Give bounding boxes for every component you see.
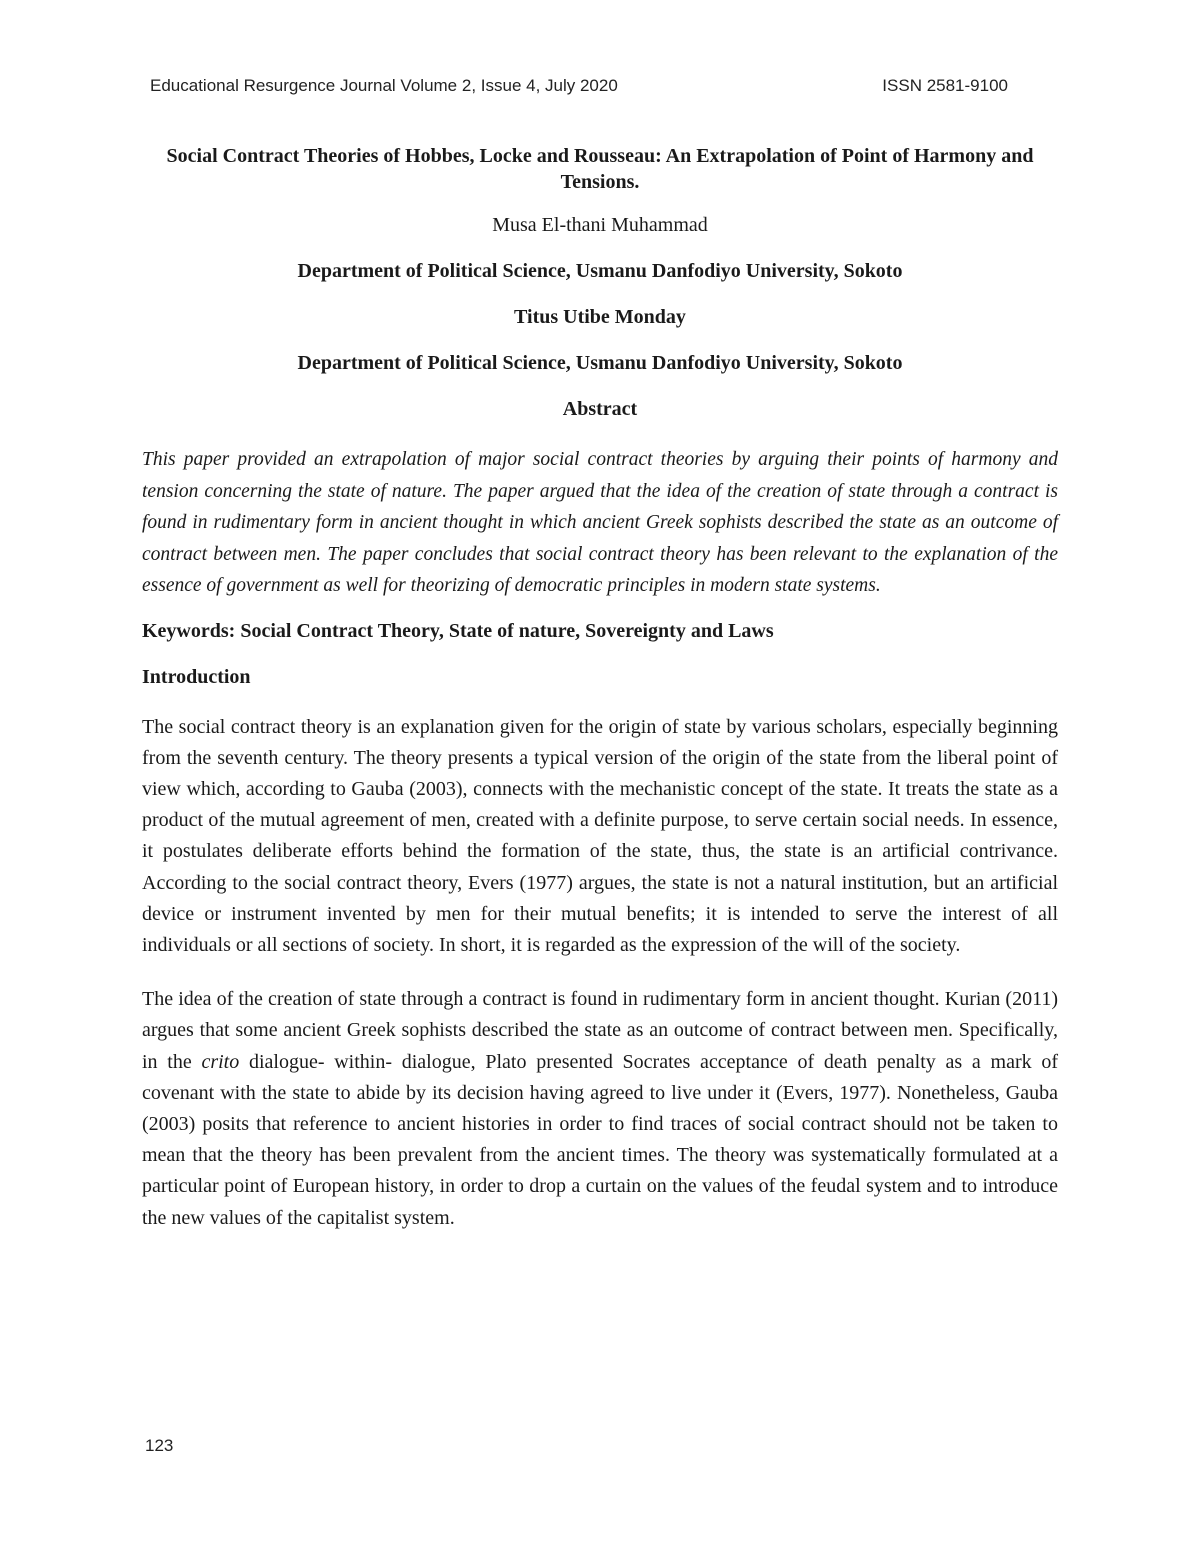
article-body [142,143,1058,1257]
keywords: Keywords: Social Contract Theory, State of nature, Sovereignty and Laws [142,619,774,642]
page-number: 123 [145,1436,174,1455]
running-header [150,76,1008,96]
issn-number: ISSN 2581-9100 [882,76,1008,95]
abstract-text: This paper provided an extrapolation of major social contract theories by arguing their points of harmony and tension concerning the state of nature. The paper argued that the idea of the creation of state through a contract is found in rudimentary form in ancient thought in which ancient Greek sophists described the state as an outcome of contract between men. The paper concludes that social contract theory has been relevant to the explanation of the essence of government as well for theorizing of democratic principles in modern state systems. [142,449,1058,596]
author-name-1: Musa El-thani Muhammad [492,214,708,236]
introduction-paragraph-2: The idea of the creation of state through a contract is found in rudimentary form in ancient thought. Kurian (2011) argues that some ancient Greek sophists described the state as an outcome of contract between men. Specifically, in the crito dialogue- within- dialogue, Plato presented Socrates acceptance of death penalty as a mark of covenant with the state to abide by its decision having agreed to live under it (Evers, 1977). Nonetheless, Gauba (2003) posits that reference to ancient histories in order to find traces of social contract should not be taken to mean that the theory has been prevalent from the ancient times. The theory was systematically formulated at a particular point of European history, in order to drop a curtain on the values of the feudal system and to introduce the new values of the capitalist system. [142,988,1058,1229]
crito-italic: crito [201,1050,240,1073]
author-name-2: Titus Utibe Monday [514,306,686,328]
author-affiliation-2: Department of Political Science, Usmanu Danfodiyo University, Sokoto [297,352,903,374]
article-title: Social Contract Theories of Hobbes, Locke and Rousseau: An Extrapolation of Point of Harmony and Tensions. [166,145,1034,193]
introduction-paragraph-1: The social contract theory is an explanation given for the origin of state by various scholars, especially beginning from the seventh century. The theory presents a typical version of the origin of the state from the liberal point of view which, according to Gauba (2003), connects with the mechanistic concept of the state. It treats the state as a product of the mutual agreement of men, created with a definite purpose, to serve certain social needs. In essence, it postulates deliberate efforts behind the formation of the state, thus, the state is an artificial contrivance. According to the social contract theory, Evers (1977) argues, the state is not a natural institution, but an artificial device or instrument invented by men for their mutual benefits; it is intended to serve the interest of all individuals or all sections of society. In short, it is regarded as the expression of the will of the society. [142,715,1058,956]
abstract-heading: Abstract [562,398,638,420]
author-affiliation-1: Department of Political Science, Usmanu Danfodiyo University, Sokoto [297,260,903,282]
introduction-heading: Introduction [142,665,251,688]
journal-citation: Educational Resurgence Journal Volume 2, Issue 4, July 2020 [150,76,618,95]
